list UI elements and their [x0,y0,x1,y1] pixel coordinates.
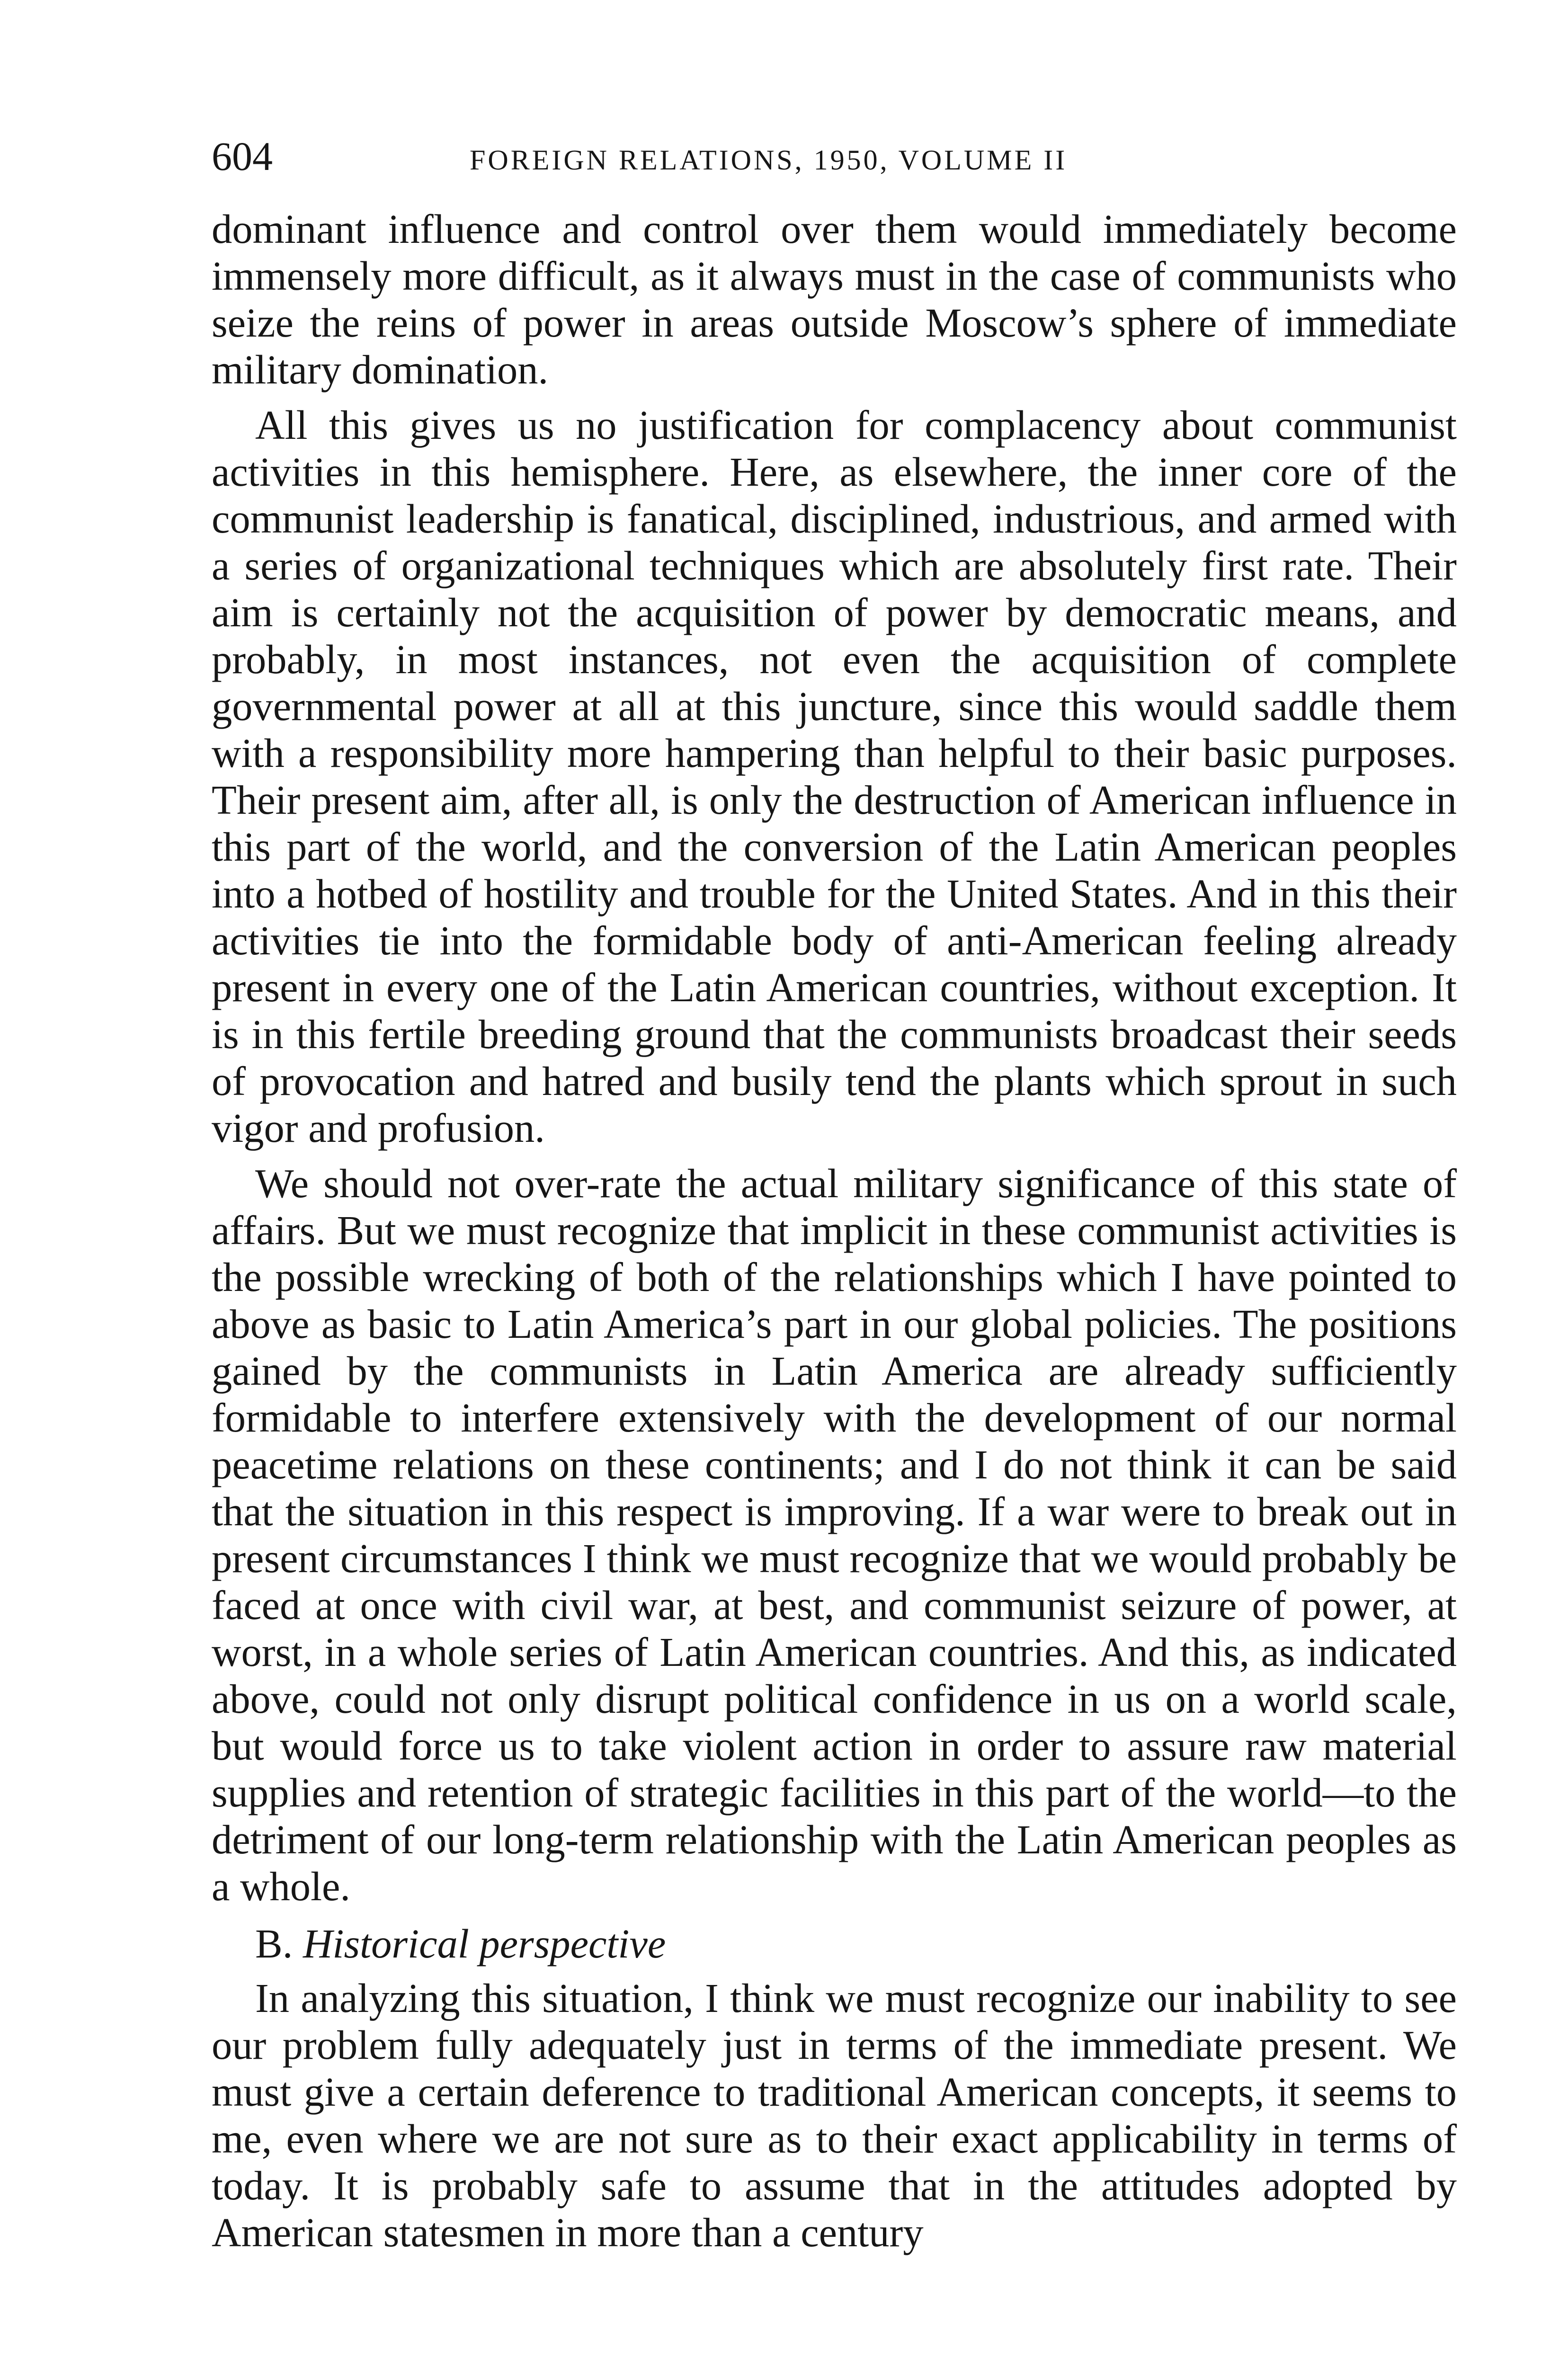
paragraph-military-significance: We should not over-rate the actual military significance of this state of affairs. But we must recognize that implicit in these communist activities is the possible wrecking of both of the relationships which I have pointed to above as basic to Latin America’s part in our global policies. The positions gained by the communists in Latin America are already sufficiently formidable to interfere extensively with the development of our normal peacetime relations on these continents; and I do not think it can be said that the situation in this respect is improving. If a war were to break out in present circumstances I think we must recognize that we would probably be faced at once with civil war, at best, and communist seizure of power, at worst, in a whole series of Latin American countries. And this, as indicated above, could not only disrupt political confidence in us on a world scale, but would force us to take violent action in order to assure raw material supplies and retention of strategic facilities in this part of the world—to the detriment of our long-term relationship with the Latin American peoples as a whole. [212,1161,1457,1909]
section-title: Historical perspective [303,1921,666,1967]
running-head: FOREIGN RELATIONS, 1950, VOLUME II [470,144,1068,176]
paragraph-continued: dominant influence and control over them would immediately become immensely more difficult, as it always must in the case of communists who seize the reins of power in areas outside Moscow’s sphere of immediate military domination. [212,206,1457,392]
section-label: B. [255,1921,293,1967]
page-number: 604 [212,133,273,179]
paragraph-historical-perspective: In analyzing this situation, I think we must recognize our inability to see our problem fully adequately just in terms of the immediate present. We must give a certain deference to traditional American concepts, it seems to me, even where we are not sure as to their exact applicability in terms of today. It is probably safe to assume that in the attitudes adopted by American statesmen in more than a century [212,1975,1457,2255]
paragraph-communist-activities: All this gives us no justification for complacency about communist activities in this hemisphere. Here, as elsewhere, the inner core of the communist leadership is fanatical, disciplined, industrious, and armed with a series of organizational techniques which are absolutely first rate. Their aim is certainly not the acquisition of power by democratic means, and probably, in most instances, not even the acquisition of complete governmental power at all at this juncture, since this would saddle them with a responsibility more hampering than helpful to their basic purposes. Their present aim, after all, is only the destruction of American influence in this part of the world, and the conversion of the Latin American peoples into a hotbed of hostility and trouble for the United States. And in this their activities tie into the formidable body of anti-American feeling already present in every one of the Latin American countries, without exception. It is in this fertile breeding ground that the communists broadcast their seeds of provocation and hatred and busily tend the plants which sprout in such vigor and profusion. [212,402,1457,1151]
section-heading [212,1921,1457,1967]
page-header [212,128,1457,185]
body-text [212,206,1457,2256]
